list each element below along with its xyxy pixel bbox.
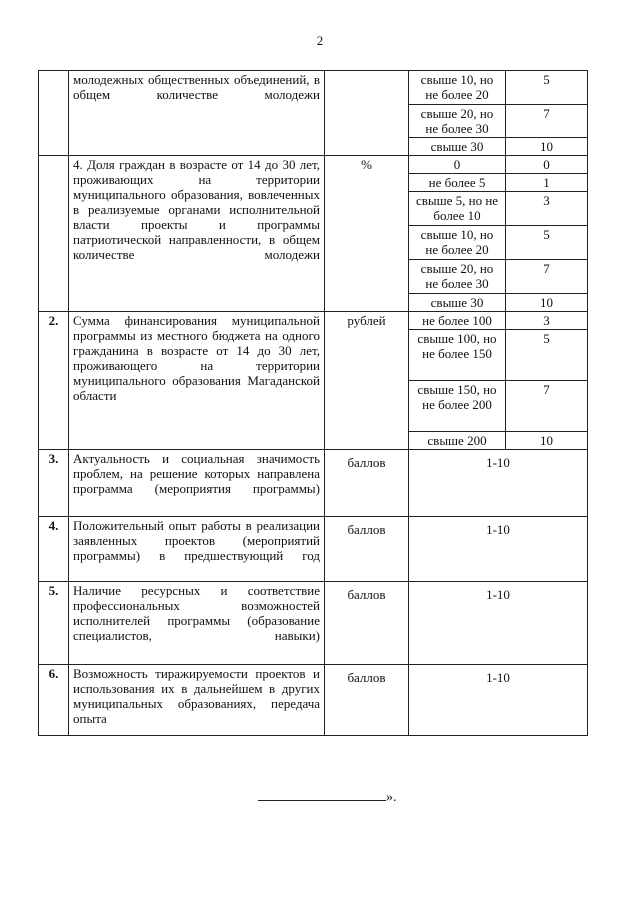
criterion-description: молодежных общественных объединений, в общем количестве молодежи (69, 71, 325, 156)
points-value: 0 (506, 156, 588, 174)
unit-of-measure: баллов (325, 665, 409, 736)
condition-value: свыше 30 (409, 294, 506, 312)
score-range: 1-10 (409, 582, 588, 665)
page-number: 2 (316, 33, 324, 48)
score-range: 1-10 (409, 517, 588, 582)
unit-of-measure (325, 71, 409, 156)
criterion-description: Актуальность и социальная значимость проблем, на решение которых направлена программа (мероприятия программы) (69, 450, 325, 517)
criterion-description: 4. Доля граждан в возрасте от 14 до 30 лет, проживающих на территории муниципального образования, вовлеченных в реализуемые органами исполнительной власти проекты и программы патриотической направленности, в общем количестве молодежи (69, 156, 325, 312)
condition-value: свыше 20, но не более 30 (409, 105, 506, 138)
condition-value: свыше 150, но не более 200 (409, 381, 506, 432)
unit-of-measure: % (325, 156, 409, 312)
table-row (39, 517, 588, 582)
table-row (39, 312, 588, 330)
points-value: 5 (506, 226, 588, 260)
row-number: 3. (39, 450, 69, 517)
criterion-description: Положительный опыт работы в реализации заявленных проектов (мероприятий программы) в предшествующий год (69, 517, 325, 582)
row-number (39, 71, 69, 156)
closing-line (258, 788, 397, 805)
closing-mark: ». (386, 790, 397, 805)
unit-of-measure: баллов (325, 582, 409, 665)
condition-value: свыше 200 (409, 432, 506, 450)
criterion-description: Сумма финансирования муниципальной программы из местного бюджета на одного гражданина в возрасте от 14 до 30 лет, проживающего на территории муниципального образования Магаданской области (69, 312, 325, 450)
points-value: 5 (506, 330, 588, 381)
condition-value: свыше 10, но не более 20 (409, 226, 506, 260)
criterion-description: Наличие ресурсных и соответствие профессиональных возможностей исполнителей программы (образование специалистов, навыки) (69, 582, 325, 665)
condition-value: свыше 5, но не более 10 (409, 192, 506, 226)
condition-value: свыше 10, но не более 20 (409, 71, 506, 105)
points-value: 10 (506, 294, 588, 312)
row-number: 5. (39, 582, 69, 665)
points-value: 1 (506, 174, 588, 192)
unit-of-measure: рублей (325, 312, 409, 450)
points-value: 10 (506, 432, 588, 450)
points-value: 7 (506, 381, 588, 432)
criterion-description: Возможность тиражируемости проектов и использования их в дальнейшем в других муниципальных образованиях, передача опыта (69, 665, 325, 736)
condition-value: свыше 30 (409, 138, 506, 156)
points-value: 10 (506, 138, 588, 156)
unit-of-measure: баллов (325, 450, 409, 517)
condition-value: не более 5 (409, 174, 506, 192)
row-number: 6. (39, 665, 69, 736)
table-row (39, 582, 588, 665)
signature-underline (258, 788, 386, 801)
row-number: 4. (39, 517, 69, 582)
points-value: 7 (506, 260, 588, 294)
table-row (39, 665, 588, 736)
condition-value: свыше 20, но не более 30 (409, 260, 506, 294)
unit-of-measure: баллов (325, 517, 409, 582)
condition-value: 0 (409, 156, 506, 174)
criteria-table (38, 70, 588, 736)
score-range: 1-10 (409, 450, 588, 517)
table-row (39, 450, 588, 517)
points-value: 7 (506, 105, 588, 138)
score-range: 1-10 (409, 665, 588, 736)
table-row (39, 71, 588, 105)
points-value: 5 (506, 71, 588, 105)
points-value: 3 (506, 312, 588, 330)
row-number (39, 156, 69, 312)
table-row (39, 156, 588, 174)
condition-value: свыше 100, но не более 150 (409, 330, 506, 381)
condition-value: не более 100 (409, 312, 506, 330)
points-value: 3 (506, 192, 588, 226)
row-number: 2. (39, 312, 69, 450)
criteria-table-body (39, 71, 588, 736)
